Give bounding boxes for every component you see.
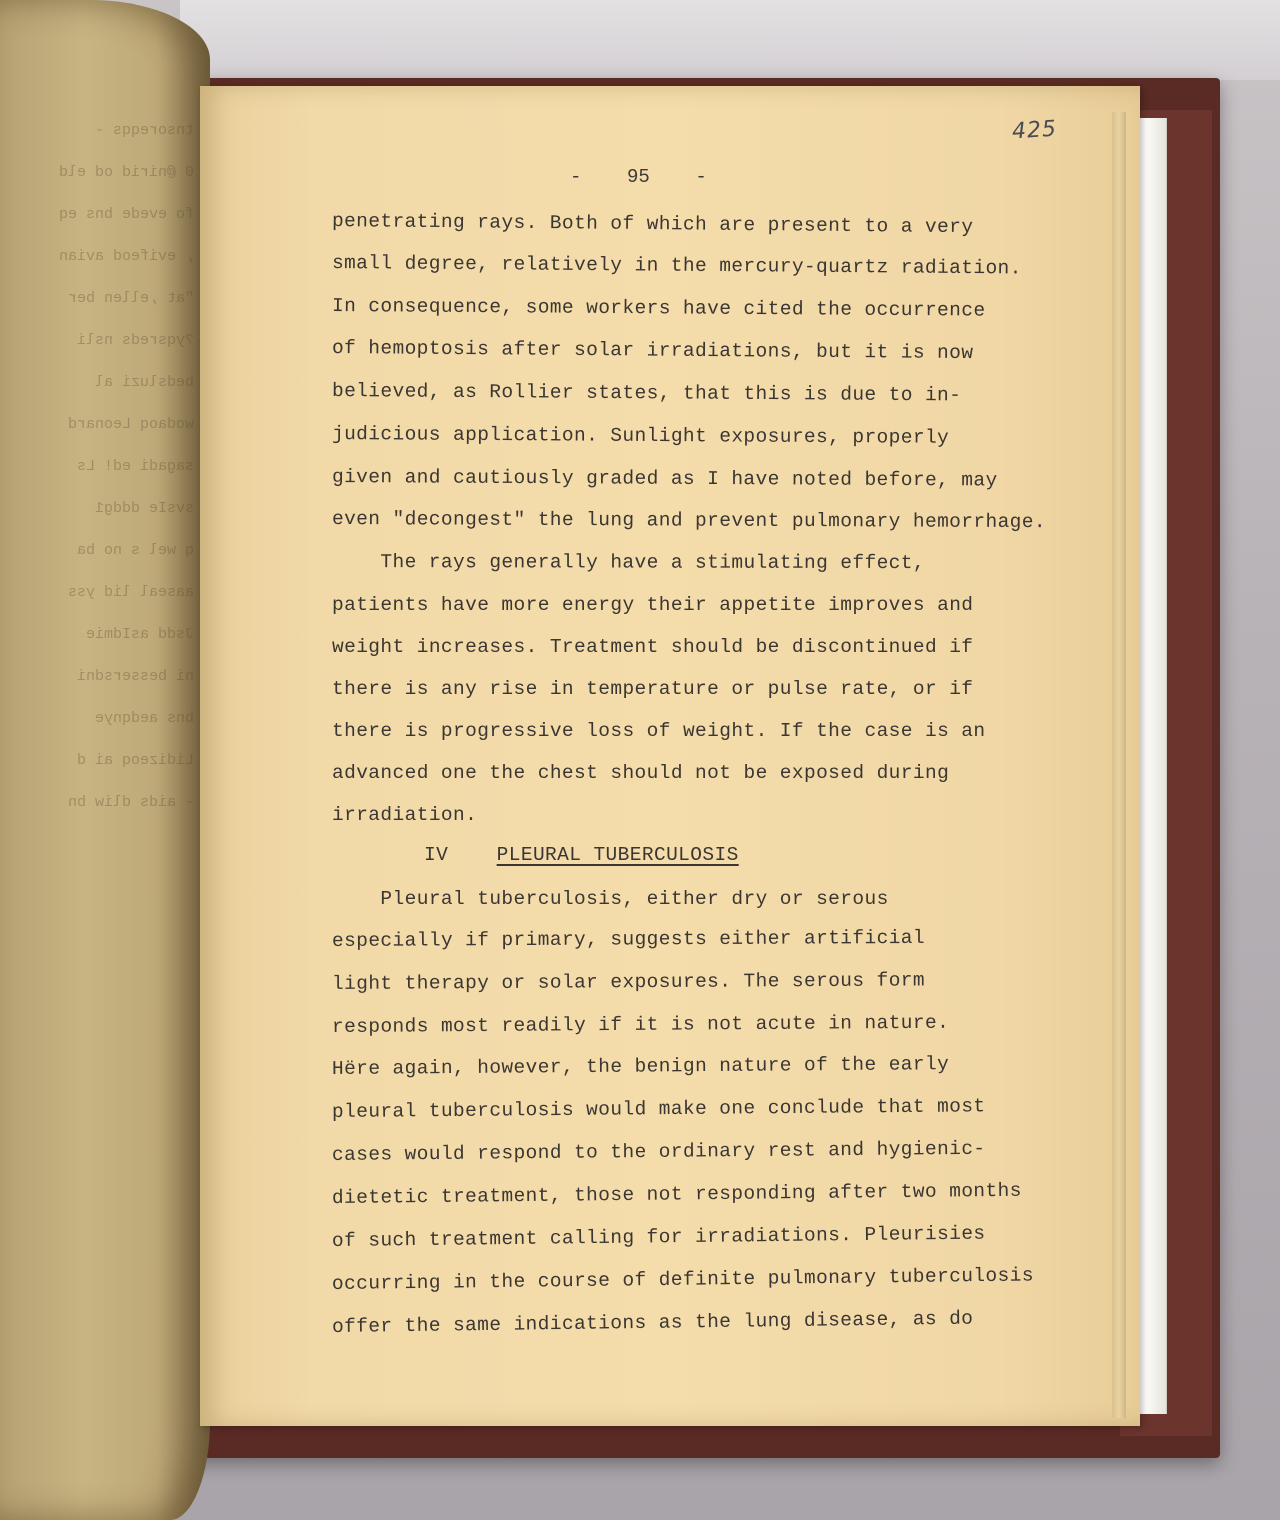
background-surface <box>180 0 1280 80</box>
typed-page <box>200 86 1140 1426</box>
bleed-line: Jsdd asIdmie <box>85 626 194 643</box>
bleed-line: Lidizeoq ai d <box>76 752 194 769</box>
bleed-line: svsIe dddg1 <box>94 500 194 517</box>
bleed-line: ?yqsreds nsli <box>76 332 194 349</box>
page-number: - 95 - <box>570 166 707 188</box>
text-line: advanced one the chest should not be exposed during <box>332 762 950 784</box>
text-line: of such treatment calling for irradiations. Pleurisies <box>331 1222 986 1252</box>
text-line: small degree, relatively in the mercury-quartz radiation. <box>331 252 1022 280</box>
left-page-bleed-text <box>4 110 194 824</box>
text-line: patients have more energy their appetite improves and <box>332 594 974 616</box>
text-line: weight increases. Treatment should be discontinued if <box>332 636 974 658</box>
text-line: Hëre again, however, the benign nature of the early <box>331 1053 950 1080</box>
text-line: light therapy or solar exposures. The serous form <box>331 969 926 995</box>
section-heading <box>424 844 739 866</box>
text-line: penetrating rays. Both of which are present to a very <box>331 210 974 239</box>
text-line: irradiation. <box>332 804 478 826</box>
text-line: judicious application. Sunlight exposures, properly <box>331 423 950 449</box>
left-page <box>0 0 210 1520</box>
text-line: believed, as Rollier states, that this is due to in- <box>331 380 962 407</box>
bleed-line: ni bessersdni <box>76 668 194 685</box>
text-line: there is progressive loss of weight. If the case is an <box>332 720 986 742</box>
bleed-line: tnsoreqqs - <box>94 122 194 139</box>
bleed-line: 0 @nirid od eld <box>58 164 194 181</box>
text-line: Pleural tuberculosis, either dry or serous <box>332 888 889 910</box>
bleed-line: fo evede bns eq <box>58 206 194 223</box>
text-line: The rays generally have a stimulating effect, <box>331 551 926 575</box>
bleed-line: "at ,ellen ber <box>67 290 194 307</box>
text-line: especially if primary, suggests either artificial <box>331 926 926 952</box>
bleed-line: sagadi ed! Ls <box>76 458 194 475</box>
text-line: occurring in the course of definite pulmonary tuberculosis <box>331 1264 1035 1295</box>
text-line: there is any rise in temperature or pulse rate, or if <box>332 678 974 700</box>
bleed-line: wodaoq Leonard <box>67 416 194 433</box>
bleed-line: q wel s no ba <box>76 542 194 559</box>
text-line: offer the same indications as the lung disease, as do <box>331 1307 974 1338</box>
text-line: of hemoptosis after solar irradiations, but it is now <box>331 337 974 365</box>
text-line: dietetic treatment, those not responding after two months <box>331 1179 1022 1209</box>
section-title: PLEURAL TUBERCULOSIS <box>496 844 739 866</box>
bleed-line: aaseal lid yss <box>67 584 194 601</box>
bleed-line: bns aedqnye <box>94 710 194 727</box>
text-line: In consequence, some workers have cited the occurrence <box>331 295 986 322</box>
text-line: responds most readily if it is not acute in nature. <box>331 1011 950 1038</box>
text-line: given and cautiously graded as I have noted before, may <box>331 466 998 492</box>
section-number: IV <box>424 844 449 866</box>
bleed-line: - aids dliw bn <box>67 794 194 811</box>
bleed-line: , evifeod avian <box>58 248 194 265</box>
text-line: cases would respond to the ordinary rest and hygienic- <box>331 1137 986 1166</box>
bleed-line: bedsluzi al <box>94 374 194 391</box>
handwritten-folio-number: 425 <box>1011 116 1058 145</box>
page-edge <box>1112 112 1126 1418</box>
text-line: even "decongest" the lung and prevent pulmonary hemorrhage. <box>331 508 1047 534</box>
text-line: pleural tuberculosis would make one conclude that most <box>331 1095 986 1123</box>
